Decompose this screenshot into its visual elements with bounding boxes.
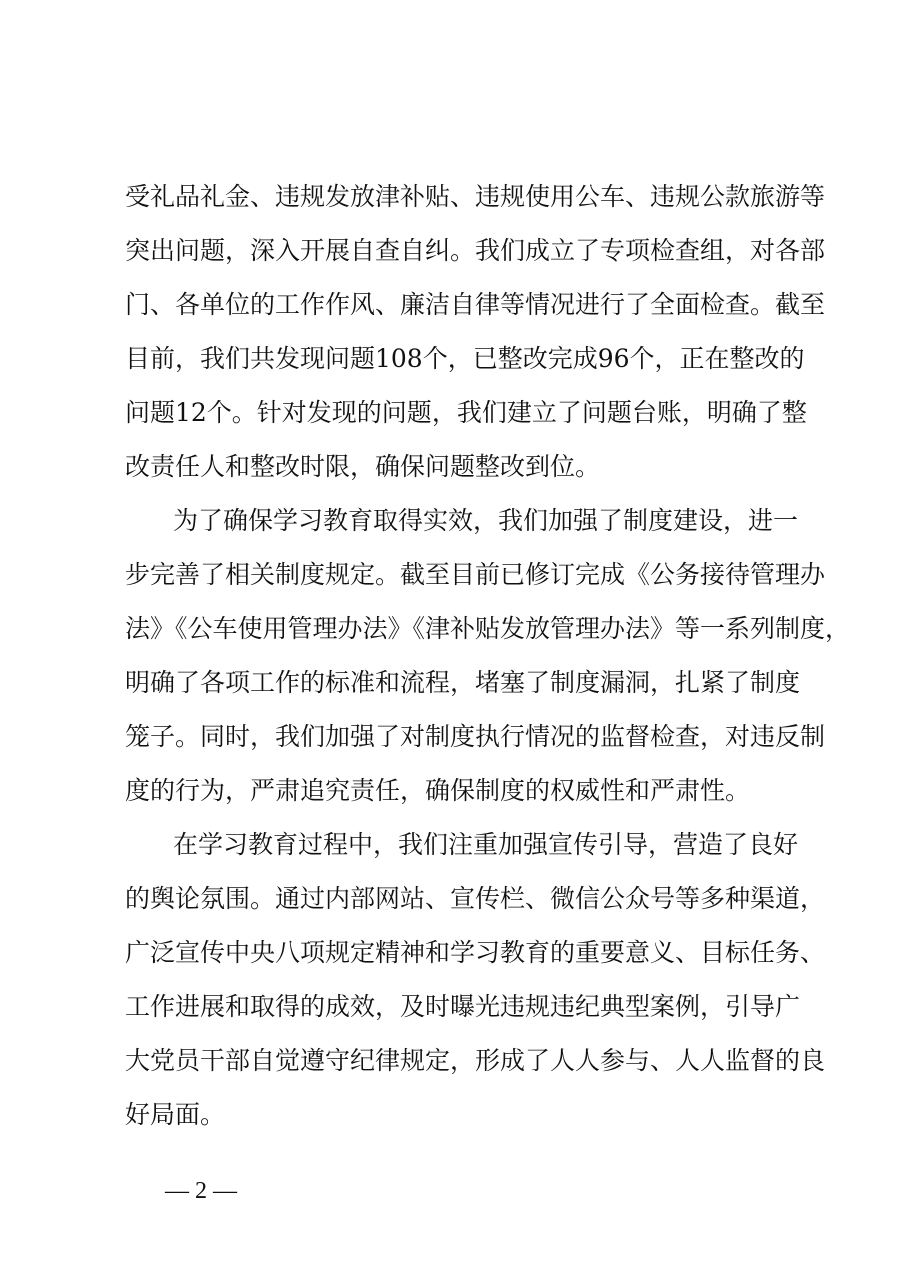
paragraph-1-line-1: 受礼品礼金、违规发放津补贴、违规使用公车、违规公款旅游等 [125, 182, 826, 211]
paragraph-1-line-2: 突出问题，深入开展自查自纠。我们成立了专项检查组，对各部 [125, 236, 826, 265]
paragraph-3-line-3: 广泛宣传中央八项规定精神和学习教育的重要意义、目标任务、 [125, 938, 826, 967]
paragraph-3-line-4: 工作进展和取得的成效，及时曝光违规违纪典型案例，引导广 [125, 992, 801, 1021]
page-number: — 2 — [165, 1178, 237, 1204]
paragraph-3-line-1: 在学习教育过程中，我们注重加强宣传引导，营造了良好 [173, 830, 799, 859]
paragraph-2-line-3: 法》《公车使用管理办法》《津补贴发放管理办法》等一系列制度， [125, 614, 851, 643]
paragraph-2-line-2: 步完善了相关制度规定。截至目前已修订完成《公务接待管理办 [125, 560, 826, 589]
document-body [125, 170, 851, 1142]
paragraph-3-line-2: 的舆论氛围。通过内部网站、宣传栏、微信公众号等多种渠道， [125, 884, 826, 913]
paragraph-2-line-6: 度的行为，严肃追究责任，确保制度的权威性和严肃性。 [125, 776, 751, 805]
paragraph-1-line-3: 门、各单位的工作作风、廉洁自律等情况进行了全面检查。截至 [125, 290, 826, 319]
paragraph-2-line-1: 为了确保学习教育取得实效，我们加强了制度建设，进一 [173, 506, 799, 535]
paragraph-1-line-6: 改责任人和整改时限，确保问题整改到位。 [125, 452, 601, 481]
paragraph-3-line-6: 好局面。 [125, 1100, 226, 1129]
paragraph-3-line-5: 大党员干部自觉遵守纪律规定，形成了人人参与、人人监督的良 [125, 1046, 826, 1075]
paragraph-2-line-5: 笼子。同时，我们加强了对制度执行情况的监督检查，对违反制 [125, 722, 826, 751]
paragraph-1-line-5: 问题12个。针对发现的问题，我们建立了问题台账，明确了整 [125, 398, 807, 427]
paragraph-1-line-4: 目前，我们共发现问题108个，已整改完成96个，正在整改的 [125, 344, 805, 373]
paragraph-2-line-4: 明确了各项工作的标准和流程，堵塞了制度漏洞，扎紧了制度 [125, 668, 801, 697]
